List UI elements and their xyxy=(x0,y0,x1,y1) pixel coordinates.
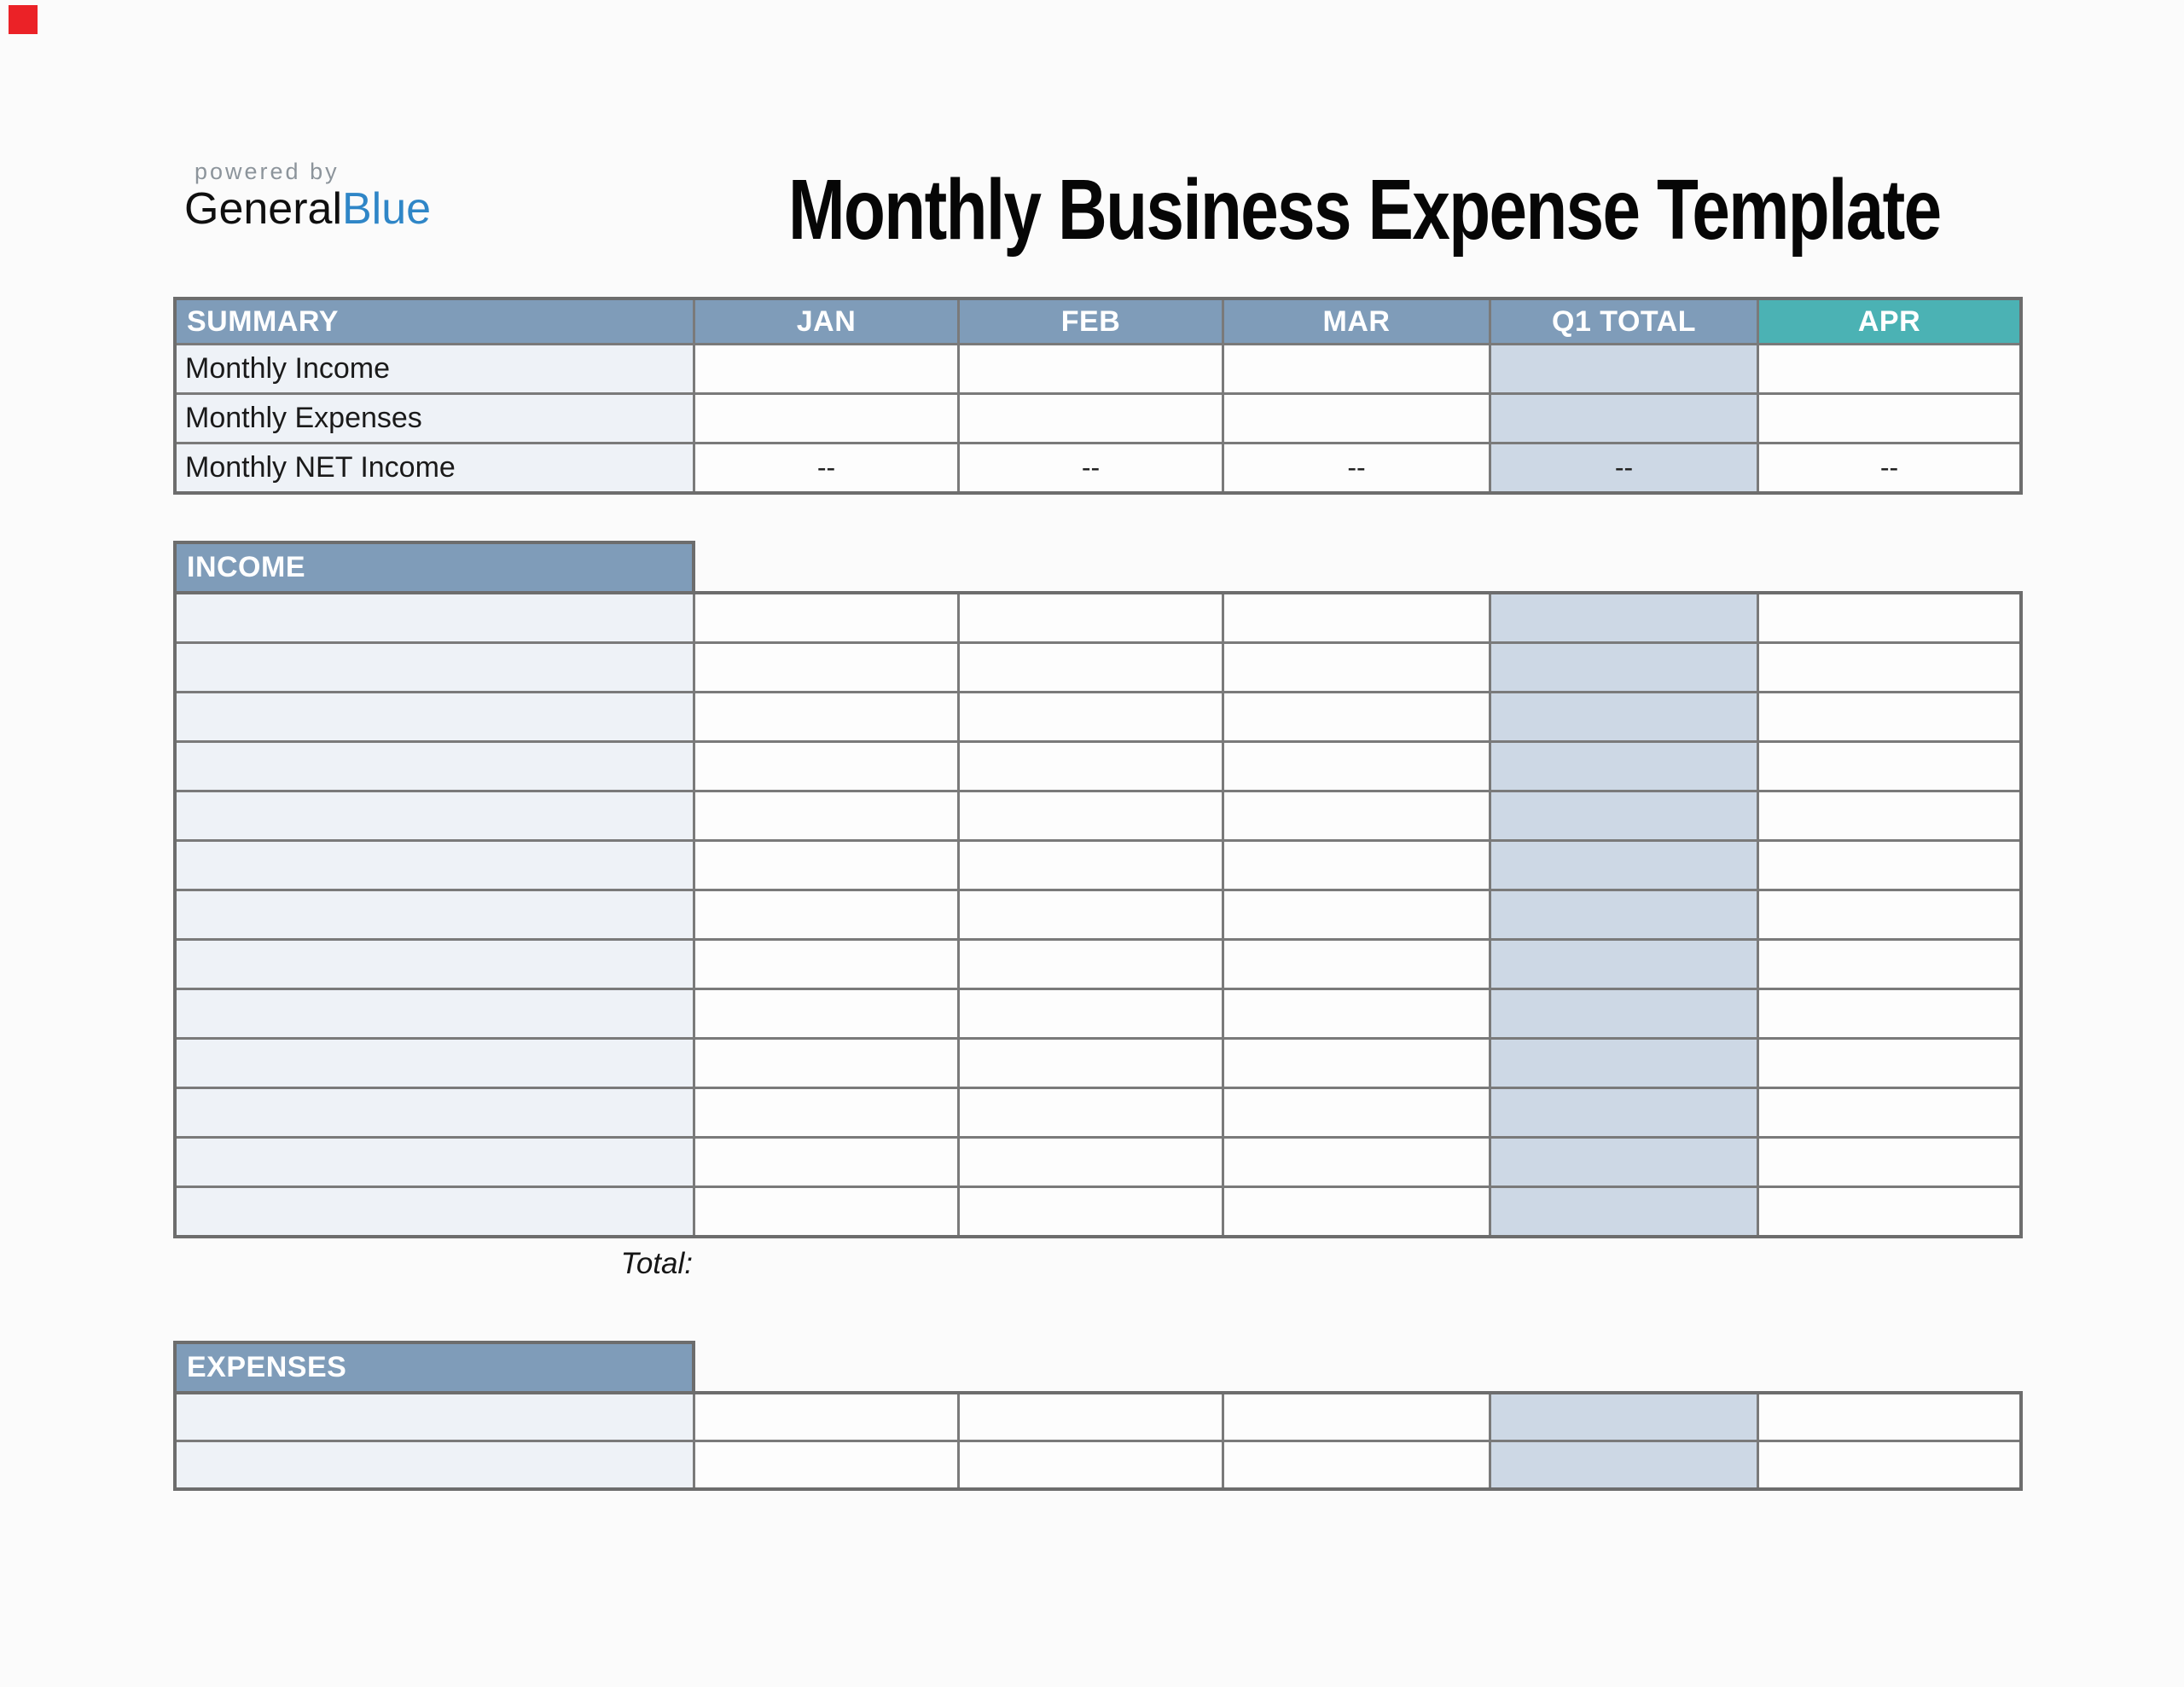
income-apr-cell[interactable] xyxy=(1759,1188,2019,1235)
income-q1-total-cell[interactable] xyxy=(1491,941,1757,988)
income-mar-cell[interactable] xyxy=(1224,743,1489,790)
expenses-section-header: EXPENSES xyxy=(173,1341,695,1391)
summary-cell-feb-monthly-expenses[interactable] xyxy=(960,395,1222,442)
income-item-label-cell[interactable] xyxy=(177,891,693,938)
expenses-mar-cell[interactable] xyxy=(1224,1394,1489,1440)
income-q1-total-cell[interactable] xyxy=(1491,743,1757,790)
summary-row-label-monthly-net-income: Monthly NET Income xyxy=(177,444,693,491)
expenses-apr-cell[interactable] xyxy=(1759,1442,2019,1487)
income-mar-cell[interactable] xyxy=(1224,792,1489,839)
income-jan-cell[interactable] xyxy=(695,1188,957,1235)
income-q1-total-cell[interactable] xyxy=(1491,990,1757,1037)
income-mar-cell[interactable] xyxy=(1224,941,1489,988)
income-item-label-cell[interactable] xyxy=(177,941,693,988)
income-feb-cell[interactable] xyxy=(960,693,1222,740)
summary-cell-jan-monthly-expenses[interactable] xyxy=(695,395,957,442)
income-jan-cell[interactable] xyxy=(695,1139,957,1186)
brand-blue: Blue xyxy=(342,184,432,234)
income-feb-cell[interactable] xyxy=(960,990,1222,1037)
summary-cell-apr-monthly-income[interactable] xyxy=(1759,345,2019,392)
income-apr-cell[interactable] xyxy=(1759,644,2019,691)
summary-col-header-feb: FEB xyxy=(960,300,1222,343)
income-feb-cell[interactable] xyxy=(960,842,1222,889)
income-item-label-cell[interactable] xyxy=(177,743,693,790)
income-item-label-cell[interactable] xyxy=(177,1139,693,1186)
summary-cell-apr-monthly-net-income[interactable]: -- xyxy=(1759,444,2019,491)
income-mar-cell[interactable] xyxy=(1224,990,1489,1037)
expenses-item-label-cell[interactable] xyxy=(177,1442,693,1487)
expenses-mar-cell[interactable] xyxy=(1224,1442,1489,1487)
income-feb-cell[interactable] xyxy=(960,1089,1222,1136)
summary-cell-mar-monthly-net-income[interactable]: -- xyxy=(1224,444,1489,491)
powered-by-text: powered by xyxy=(195,159,340,184)
summary-cell-mar-monthly-income[interactable] xyxy=(1224,345,1489,392)
brand-wordmark xyxy=(184,186,431,232)
income-q1-total-cell[interactable] xyxy=(1491,1188,1757,1235)
income-q1-total-cell[interactable] xyxy=(1491,891,1757,938)
summary-col-header-summary: SUMMARY xyxy=(177,300,693,343)
summary-col-header-q1-total: Q1 TOTAL xyxy=(1491,300,1757,343)
income-item-label-cell[interactable] xyxy=(177,1040,693,1087)
general-blue-logo xyxy=(184,160,431,232)
income-jan-cell[interactable] xyxy=(695,644,957,691)
income-jan-cell[interactable] xyxy=(695,891,957,938)
income-feb-cell[interactable] xyxy=(960,891,1222,938)
income-feb-cell[interactable] xyxy=(960,1188,1222,1235)
income-feb-cell[interactable] xyxy=(960,1040,1222,1087)
summary-cell-q1-total-monthly-expenses[interactable] xyxy=(1491,395,1757,442)
income-jan-cell[interactable] xyxy=(695,792,957,839)
page-title: Monthly Business Expense Template xyxy=(788,162,1941,258)
summary-cell-q1-total-monthly-income[interactable] xyxy=(1491,345,1757,392)
summary-col-header-mar: MAR xyxy=(1224,300,1489,343)
expenses-q1-total-cell[interactable] xyxy=(1491,1442,1757,1487)
income-item-label-cell[interactable] xyxy=(177,1188,693,1235)
income-jan-cell[interactable] xyxy=(695,1040,957,1087)
income-jan-cell[interactable] xyxy=(695,842,957,889)
income-apr-cell[interactable] xyxy=(1759,842,2019,889)
income-apr-cell[interactable] xyxy=(1759,792,2019,839)
income-mar-cell[interactable] xyxy=(1224,1040,1489,1087)
income-q1-total-cell[interactable] xyxy=(1491,693,1757,740)
income-item-label-cell[interactable] xyxy=(177,644,693,691)
expenses-table xyxy=(173,1391,2023,1491)
income-apr-cell[interactable] xyxy=(1759,891,2019,938)
income-mar-cell[interactable] xyxy=(1224,594,1489,641)
expenses-jan-cell[interactable] xyxy=(695,1442,957,1487)
income-feb-cell[interactable] xyxy=(960,594,1222,641)
income-q1-total-cell[interactable] xyxy=(1491,1089,1757,1136)
income-mar-cell[interactable] xyxy=(1224,644,1489,691)
expenses-q1-total-cell[interactable] xyxy=(1491,1394,1757,1440)
income-feb-cell[interactable] xyxy=(960,792,1222,839)
income-item-label-cell[interactable] xyxy=(177,842,693,889)
income-jan-cell[interactable] xyxy=(695,743,957,790)
income-apr-cell[interactable] xyxy=(1759,941,2019,988)
income-item-label-cell[interactable] xyxy=(177,1089,693,1136)
expenses-feb-cell[interactable] xyxy=(960,1442,1222,1487)
income-jan-cell[interactable] xyxy=(695,1089,957,1136)
income-jan-cell[interactable] xyxy=(695,594,957,641)
income-q1-total-cell[interactable] xyxy=(1491,644,1757,691)
income-item-label-cell[interactable] xyxy=(177,792,693,839)
brand-general: General xyxy=(184,184,342,234)
income-q1-total-cell[interactable] xyxy=(1491,594,1757,641)
recording-marker xyxy=(9,5,38,34)
income-q1-total-cell[interactable] xyxy=(1491,842,1757,889)
income-mar-cell[interactable] xyxy=(1224,1139,1489,1186)
income-feb-cell[interactable] xyxy=(960,644,1222,691)
income-mar-cell[interactable] xyxy=(1224,891,1489,938)
income-jan-cell[interactable] xyxy=(695,990,957,1037)
expenses-jan-cell[interactable] xyxy=(695,1394,957,1440)
summary-row-label-monthly-expenses: Monthly Expenses xyxy=(177,395,693,442)
summary-table xyxy=(173,297,2023,495)
summary-cell-feb-monthly-net-income[interactable]: -- xyxy=(960,444,1222,491)
summary-cell-jan-monthly-net-income[interactable]: -- xyxy=(695,444,957,491)
income-jan-cell[interactable] xyxy=(695,693,957,740)
income-item-label-cell[interactable] xyxy=(177,990,693,1037)
income-feb-cell[interactable] xyxy=(960,941,1222,988)
summary-col-header-apr: APR xyxy=(1759,300,2019,343)
income-item-label-cell[interactable] xyxy=(177,594,693,641)
income-mar-cell[interactable] xyxy=(1224,693,1489,740)
income-item-label-cell[interactable] xyxy=(177,693,693,740)
expenses-item-label-cell[interactable] xyxy=(177,1394,693,1440)
income-total-label: Total: xyxy=(620,1247,693,1280)
summary-cell-apr-monthly-expenses[interactable] xyxy=(1759,395,2019,442)
income-q1-total-cell[interactable] xyxy=(1491,1040,1757,1087)
income-apr-cell[interactable] xyxy=(1759,1040,2019,1087)
summary-cell-q1-total-monthly-net-income[interactable]: -- xyxy=(1491,444,1757,491)
income-table xyxy=(173,591,2023,1238)
expenses-feb-cell[interactable] xyxy=(960,1394,1222,1440)
income-jan-cell[interactable] xyxy=(695,941,957,988)
income-q1-total-cell[interactable] xyxy=(1491,792,1757,839)
summary-row-label-monthly-income: Monthly Income xyxy=(177,345,693,392)
summary-col-header-jan: JAN xyxy=(695,300,957,343)
income-apr-cell[interactable] xyxy=(1759,1139,2019,1186)
summary-cell-feb-monthly-income[interactable] xyxy=(960,345,1222,392)
summary-cell-jan-monthly-income[interactable] xyxy=(695,345,957,392)
expenses-apr-cell[interactable] xyxy=(1759,1394,2019,1440)
income-apr-cell[interactable] xyxy=(1759,1089,2019,1136)
income-feb-cell[interactable] xyxy=(960,743,1222,790)
income-feb-cell[interactable] xyxy=(960,1139,1222,1186)
summary-cell-mar-monthly-expenses[interactable] xyxy=(1224,395,1489,442)
income-mar-cell[interactable] xyxy=(1224,842,1489,889)
income-apr-cell[interactable] xyxy=(1759,990,2019,1037)
income-mar-cell[interactable] xyxy=(1224,1188,1489,1235)
income-apr-cell[interactable] xyxy=(1759,693,2019,740)
income-apr-cell[interactable] xyxy=(1759,594,2019,641)
income-q1-total-cell[interactable] xyxy=(1491,1139,1757,1186)
income-mar-cell[interactable] xyxy=(1224,1089,1489,1136)
income-apr-cell[interactable] xyxy=(1759,743,2019,790)
income-section-header: INCOME xyxy=(173,541,695,591)
